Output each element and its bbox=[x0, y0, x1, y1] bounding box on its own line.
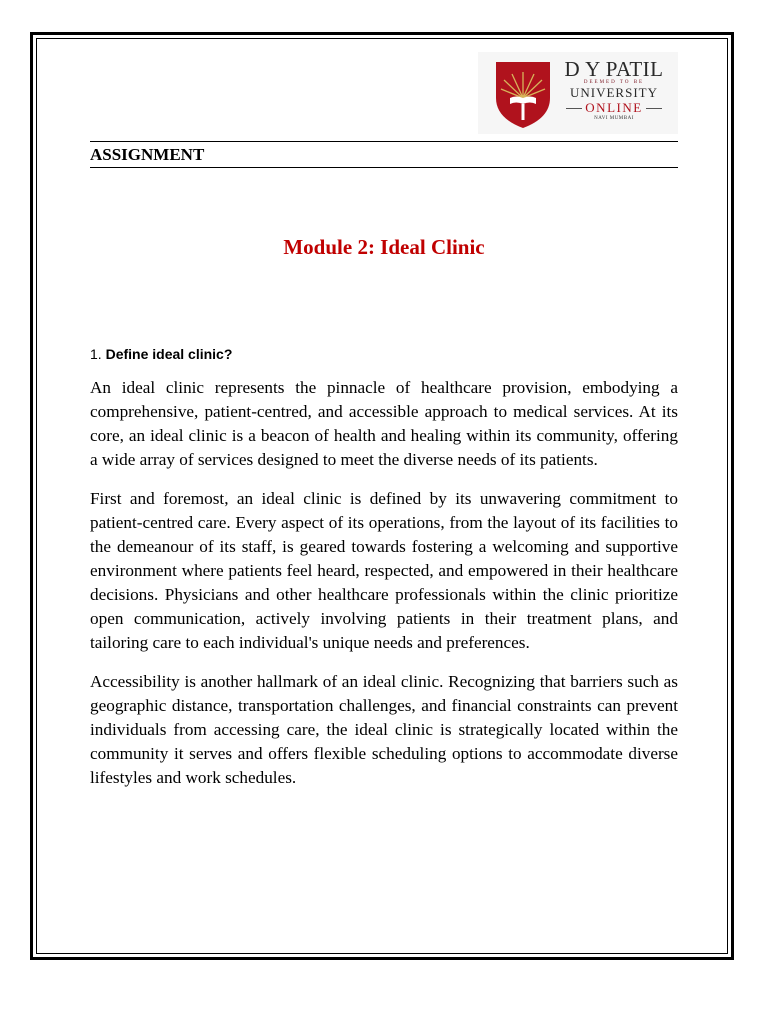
body-text bbox=[90, 376, 678, 805]
logo-name-line1: D Y PATIL bbox=[564, 57, 664, 81]
paragraph-3: Accessibility is another hallmark of an ideal clinic. Recognizing that barriers such as geographic distance, transportation challenges, and financial constraints can prevent individuals from accessing care, the ideal clinic is strategically located within the community it serves and offers flexible scheduling options to accommodate diverse lifestyles and work schedules. bbox=[90, 672, 678, 787]
logo-name-line4: ONLINE bbox=[585, 100, 643, 115]
logo-name-line2: DEEMED TO BE bbox=[583, 80, 645, 85]
question-number: 1. bbox=[90, 346, 102, 362]
module-title: Module 2: Ideal Clinic bbox=[283, 235, 485, 259]
paragraph-2: First and foremost, an ideal clinic is defined by its unwavering commitment to patient-centred care. Every aspect of its operations, from the layout of its facilities to the demeanour of its staff, is geared towards fostering a welcoming and supportive environment where patients feel heard, respected, and empowered in their healthcare decisions. Physicians and other healthcare professionals within the clinic prioritize open communication, actively involving patients in their treatment plans, and tailoring care to each individual's unique needs and preferences. bbox=[90, 489, 678, 652]
logo-dash-right bbox=[646, 108, 662, 109]
question-heading bbox=[90, 345, 232, 363]
university-crest-icon bbox=[492, 58, 554, 130]
assignment-label: ASSIGNMENT bbox=[90, 145, 205, 164]
logo-name-line3: UNIVERSITY bbox=[570, 85, 658, 100]
university-logo bbox=[478, 52, 678, 134]
logo-name-line5: NAVI MUMBAI bbox=[594, 116, 634, 121]
paragraph-1: An ideal clinic represents the pinnacle of healthcare provision, embodying a comprehensive, patient-centred, and accessible approach to medical services. At its core, an ideal clinic is a beacon of health and healing within its community, offering a wide array of services designed to meet the diverse needs of its patients. bbox=[90, 378, 678, 469]
logo-name-line4-wrap bbox=[558, 100, 670, 116]
header-rule-top bbox=[90, 141, 678, 142]
logo-dash-left bbox=[566, 108, 582, 109]
logo-text bbox=[558, 58, 670, 122]
header-rule-bottom bbox=[90, 167, 678, 168]
question-text: Define ideal clinic? bbox=[105, 346, 233, 362]
